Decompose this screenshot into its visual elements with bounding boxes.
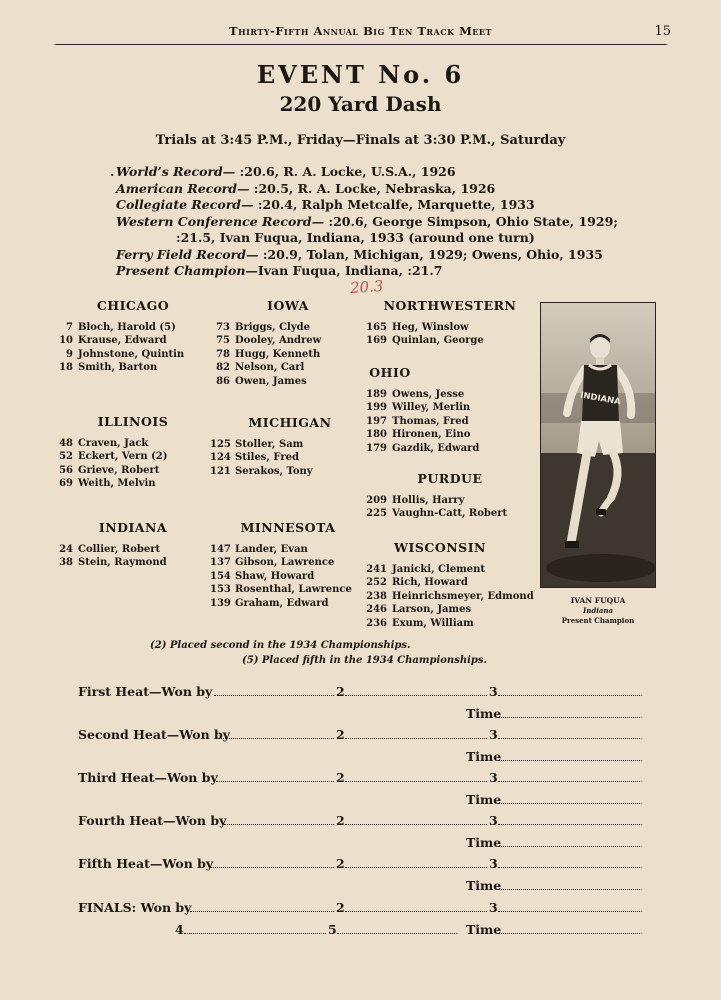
record-text: :20.4, Ralph Metcalfe, Marquette, 1933	[253, 197, 535, 212]
entry-row	[210, 438, 370, 451]
event-title: EVENT No. 6	[256, 60, 465, 89]
record-text: :20.6, R. A. Locke, U.S.A., 1926	[235, 164, 456, 179]
entry-row	[365, 388, 535, 401]
entry-name: Willey, Merlin	[392, 402, 471, 414]
entry-number: 252	[366, 577, 387, 589]
entry-number: 189	[366, 389, 387, 400]
heat-label: Third Heat—Won by	[78, 770, 218, 785]
place-2-number: 2	[336, 684, 345, 699]
team-illinois	[55, 414, 211, 491]
record-line	[116, 247, 676, 264]
entry-name: Stoller, Sam	[235, 439, 304, 450]
record-label: American Record—	[116, 180, 250, 196]
record-label: Ferry Field Record—	[116, 246, 259, 262]
entry-name: Collier, Robert	[78, 544, 161, 555]
place-2-number: 2	[336, 813, 345, 828]
dotted-line	[498, 824, 642, 825]
dotted-line	[224, 824, 334, 825]
entry-name: Rosenthal, Lawrence	[235, 584, 352, 596]
dotted-line	[498, 803, 642, 804]
entry-name: Weith, Melvin	[78, 478, 156, 490]
record-line	[116, 214, 676, 231]
entry-row	[365, 603, 535, 616]
dotted-line	[498, 889, 642, 890]
record-label: Western Conference Record—	[116, 213, 325, 229]
entry-name: Owens, Jesse	[392, 389, 465, 400]
entry-number: 38	[59, 557, 73, 569]
entry-row	[365, 442, 535, 455]
entry-row	[365, 334, 535, 347]
records-block	[110, 164, 676, 280]
place-3-number: 3	[489, 770, 498, 785]
entry-name: Briggs, Clyde	[235, 322, 311, 333]
team-michigan	[210, 415, 370, 478]
record-line	[116, 181, 676, 198]
entry-name: Graham, Edward	[235, 597, 329, 609]
jersey-lettering: INDIANA	[579, 390, 622, 408]
entry-row	[55, 361, 211, 374]
entry-row	[55, 464, 211, 477]
entry-name: Johnstone, Quintin	[78, 348, 185, 360]
record-text: :20.9, Tolan, Michigan, 1929; Owens, Ohio, 1935	[258, 246, 603, 262]
record-text: :20.6, George Simpson, Ohio State, 1929;	[324, 213, 618, 229]
entry-name: Thomas, Fred	[392, 415, 469, 427]
entry-name: Rich, Howard	[392, 577, 468, 589]
entry-number: 169	[366, 335, 387, 347]
dotted-line	[498, 760, 642, 761]
entry-number: 86	[216, 375, 230, 387]
dotted-line	[498, 933, 642, 934]
entry-number: 18	[59, 362, 73, 374]
entry-name: Craven, Jack	[78, 438, 149, 449]
entry-name: Lander, Evan	[235, 544, 308, 555]
bullet-mark: .	[110, 164, 115, 179]
entry-number: 147	[210, 544, 231, 555]
heat-label: Second Heat—Won by	[78, 727, 231, 742]
time-label: Time	[466, 878, 502, 893]
record-label: World’s Record—	[116, 164, 236, 179]
entry-row	[210, 556, 370, 569]
place-2-number: 2	[336, 770, 345, 785]
dotted-line	[498, 695, 642, 696]
entry-row	[55, 321, 211, 334]
dotted-line	[190, 911, 334, 912]
entry-number: 82	[216, 362, 230, 374]
entry-number: 125	[210, 439, 231, 450]
entry-row	[365, 563, 535, 576]
photo-caption-title: Present Champion	[561, 616, 635, 625]
place-5-number: 5	[328, 922, 337, 937]
entry-row	[365, 576, 535, 589]
entry-row	[210, 451, 370, 464]
entry-name: Shaw, Howard	[235, 570, 315, 582]
entry-name: Dooley, Andrew	[235, 335, 322, 347]
entry-row	[365, 617, 535, 630]
time-label: Time	[466, 749, 502, 764]
record-text: —Ivan Fuqua, Indiana, :21.7	[245, 263, 443, 278]
entry-name: Eckert, Vern (2)	[78, 451, 168, 463]
entry-number: 225	[366, 508, 387, 520]
handwritten-note: 20.3	[349, 276, 384, 298]
entry-row	[210, 583, 370, 596]
record-line	[116, 230, 676, 247]
entry-row	[55, 543, 211, 556]
dotted-line	[345, 781, 487, 782]
place-2-number: 2	[336, 856, 345, 871]
entry-row	[365, 401, 535, 414]
entry-number: 78	[216, 348, 230, 360]
entry-name: Quinlan, George	[392, 335, 484, 347]
entry-number: 165	[366, 322, 387, 333]
heat-label: Fourth Heat—Won by	[78, 813, 227, 828]
entry-name: Bloch, Harold (5)	[78, 322, 176, 333]
place-3-number: 3	[489, 813, 498, 828]
photo-caption-name: IVAN FUQUA	[570, 596, 626, 605]
event-schedule: Trials at 3:45 P.M., Friday—Finals at 3:30 P.M., Saturday	[155, 133, 566, 148]
page-number: 15	[654, 24, 671, 39]
team-name: PURDUE	[417, 471, 483, 486]
team-chicago	[55, 298, 211, 375]
team-minnesota	[210, 520, 370, 610]
footnote-fifth-place: (5) Placed fifth in the 1934 Championships.	[242, 655, 487, 666]
entry-name: Hironen, Eino	[392, 429, 471, 441]
dotted-line	[216, 781, 334, 782]
entry-name: Stiles, Fred	[235, 452, 299, 464]
entry-row	[365, 507, 535, 520]
footnote-second-place: (2) Placed second in the 1934 Championships.	[150, 640, 411, 651]
entry-name: Janicki, Clement	[392, 564, 486, 575]
entry-name: Heg, Winslow	[392, 322, 469, 333]
dotted-line	[498, 717, 642, 718]
entry-number: 179	[366, 442, 387, 454]
entry-number: 56	[59, 464, 73, 476]
dotted-line	[184, 933, 326, 934]
entry-number: 73	[216, 322, 230, 333]
photo-caption-school: Indiana	[582, 606, 614, 615]
entry-number: 246	[366, 604, 387, 616]
entry-number: 9	[66, 348, 73, 360]
team-name: OHIO	[369, 365, 411, 380]
entry-row	[55, 348, 211, 361]
entry-name: Krause, Edward	[78, 335, 167, 347]
record-line	[116, 164, 676, 181]
entry-name: Vaughn-Catt, Robert	[392, 508, 508, 520]
entry-name: Stein, Raymond	[78, 557, 167, 569]
time-label: Time	[466, 706, 502, 721]
team-indiana	[55, 520, 211, 570]
entry-name: Gazdik, Edward	[392, 442, 480, 454]
entry-number: 209	[366, 495, 387, 506]
team-wisconsin	[365, 540, 535, 630]
entry-number: 24	[59, 544, 73, 555]
place-3-number: 3	[489, 727, 498, 742]
dotted-line	[498, 846, 642, 847]
team-name: IOWA	[267, 298, 309, 313]
entry-name: Nelson, Carl	[235, 362, 305, 374]
entry-name: Larson, James	[392, 604, 472, 616]
running-head: Thirty-Fifth Annual Big Ten Track Meet	[229, 24, 492, 38]
event-subtitle: 220 Yard Dash	[279, 92, 442, 116]
entry-number: 241	[366, 564, 387, 575]
entry-number: 121	[210, 465, 231, 477]
dotted-line	[498, 738, 642, 739]
entry-row	[210, 597, 370, 610]
record-text: :21.5, Ivan Fuqua, Indiana, 1933 (around one turn)	[176, 230, 535, 245]
entry-row	[210, 348, 370, 361]
entry-row	[365, 321, 535, 334]
place-4-number: 4	[175, 922, 184, 937]
dotted-line	[218, 738, 334, 739]
entry-name: Hollis, Harry	[392, 495, 465, 506]
dotted-line	[498, 867, 642, 868]
place-3-number: 3	[489, 856, 498, 871]
entry-name: Exum, William	[392, 617, 474, 629]
entry-row	[55, 477, 211, 490]
entry-number: 137	[210, 557, 231, 569]
record-label: Present Champion	[116, 263, 246, 278]
heat-label: First Heat—Won by	[78, 684, 213, 699]
record-text: :20.5, R. A. Locke, Nebraska, 1926	[249, 180, 496, 196]
time-label: Time	[466, 835, 502, 850]
place-2-number: 2	[336, 900, 345, 915]
entry-row	[365, 590, 535, 603]
entry-number: 10	[59, 335, 73, 347]
entry-number: 238	[366, 590, 387, 602]
dotted-line	[210, 867, 334, 868]
place-2-number: 2	[336, 727, 345, 742]
entry-name: Hugg, Kenneth	[235, 348, 321, 360]
entry-row	[210, 570, 370, 583]
entry-number: 124	[210, 452, 231, 464]
entry-number: 180	[366, 429, 387, 441]
entry-name: Gibson, Lawrence	[235, 557, 335, 569]
team-name: INDIANA	[98, 520, 168, 535]
dotted-line	[345, 867, 487, 868]
entry-row	[55, 437, 211, 450]
entry-name: Heinrichsmeyer, Edmond	[392, 590, 534, 602]
entry-number: 139	[210, 597, 231, 609]
entry-row	[210, 543, 370, 556]
team-name: WISCONSIN	[394, 540, 486, 555]
dotted-line	[337, 933, 457, 934]
entry-row	[365, 415, 535, 428]
header-rule	[55, 44, 667, 45]
heat-label: Fifth Heat—Won by	[78, 856, 214, 871]
runner-illustration	[541, 303, 656, 588]
team-name: MICHIGAN	[248, 415, 332, 430]
dotted-line	[498, 911, 642, 912]
entry-row	[55, 450, 211, 463]
entry-row	[365, 494, 535, 507]
team-name: MINNESOTA	[240, 520, 336, 535]
entry-number: 154	[210, 570, 231, 582]
entry-number: 52	[59, 451, 73, 463]
entry-name: Serakos, Tony	[235, 465, 313, 477]
dotted-line	[345, 824, 487, 825]
champion-photo	[540, 302, 656, 588]
entry-name: Smith, Barton	[78, 362, 158, 374]
dotted-line	[498, 781, 642, 782]
place-3-number: 3	[489, 900, 498, 915]
place-3-number: 3	[489, 684, 498, 699]
entry-number: 7	[66, 322, 73, 333]
entry-row	[210, 334, 370, 347]
entry-name: Owen, James	[235, 375, 307, 387]
entry-number: 153	[210, 584, 231, 596]
time-label: Time	[466, 922, 502, 937]
entry-row	[210, 321, 370, 334]
dotted-line	[214, 695, 334, 696]
team-name: NORTHWESTERN	[383, 298, 517, 313]
entry-number: 236	[366, 617, 387, 629]
entry-row	[55, 556, 211, 569]
record-label: Collegiate Record—	[116, 197, 254, 212]
entry-number: 75	[216, 335, 230, 347]
record-line	[116, 197, 676, 214]
team-name: ILLINOIS	[97, 414, 169, 429]
team-purdue	[365, 471, 535, 521]
record-line	[116, 263, 676, 280]
entry-row	[210, 465, 370, 478]
dotted-line	[345, 738, 487, 739]
dotted-line	[345, 911, 487, 912]
heat-label: FINALS: Won by	[78, 900, 192, 915]
entry-number: 197	[366, 415, 387, 427]
dotted-line	[345, 695, 487, 696]
time-label: Time	[466, 792, 502, 807]
entry-row	[365, 428, 535, 441]
entry-number: 69	[59, 478, 73, 490]
team-ohio	[365, 365, 535, 455]
team-northwestern	[365, 298, 535, 348]
entry-number: 48	[59, 438, 73, 449]
entry-row	[55, 334, 211, 347]
entry-number: 199	[366, 402, 387, 414]
team-name: CHICAGO	[96, 298, 170, 313]
entry-name: Grieve, Robert	[78, 464, 160, 476]
